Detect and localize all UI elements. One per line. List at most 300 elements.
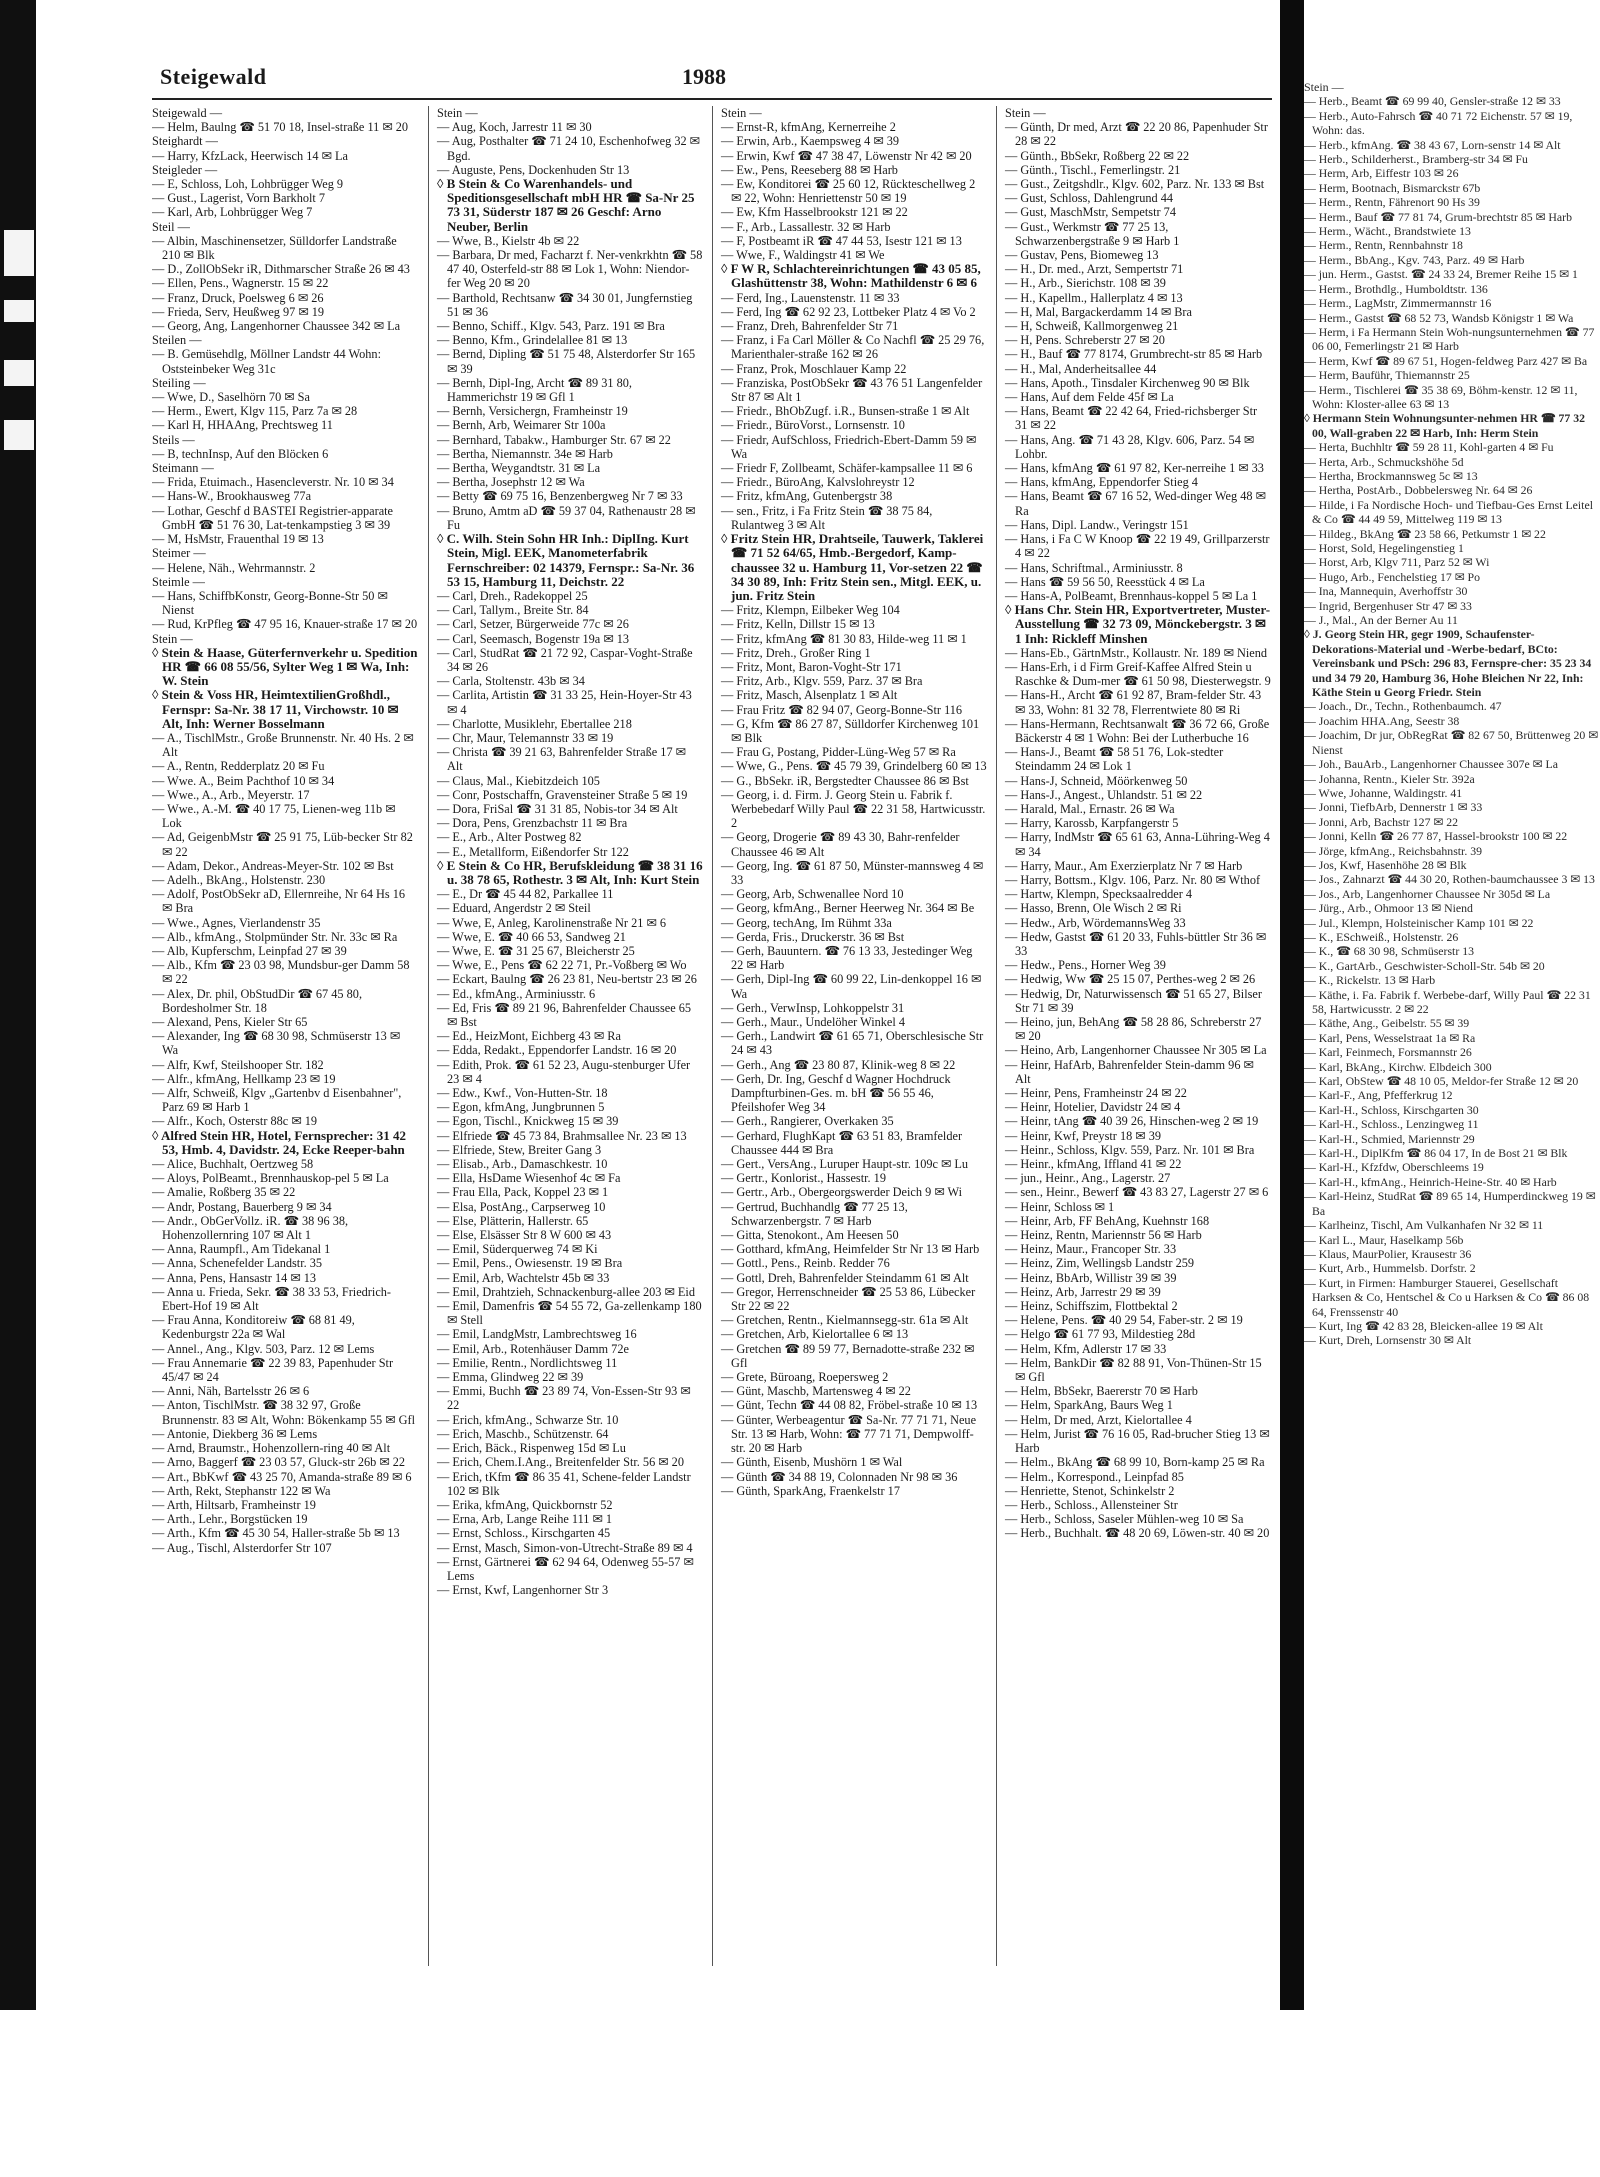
adjacent-entry: — Karl-H., Schmied, Mariennstr 29	[1304, 1131, 1475, 1146]
directory-entry: — Helm, Baulng ☎ 51 70 18, Insel-straße 11 ✉ 20	[152, 120, 409, 135]
adjacent-entry: — J., Mal., An der Berner Au 11	[1304, 613, 1458, 628]
firm-entry: ◊ Stein & Voss HR, HeimtextilienGroßhdl., Fernspr: Sa-Nr. 38 17 11, Virchowstr. 10 ✉ Alt, Inh: Werner Bosselmann	[152, 687, 399, 731]
adjacent-entry: — Jonni, Kelln ☎ 26 77 87, Hassel-brookstr 100 ✉ 22	[1304, 829, 1568, 844]
directory-entry: — Gerda, Fris., Druckerstr. 36 ✉ Bst	[721, 929, 905, 944]
directory-entry: — Friedr, AufSchloss, Friedrich-Ebert-Damm 59 ✉ Wa	[721, 432, 977, 461]
directory-entry: — Hartw, Klempn, Specksaalredder 4	[1005, 887, 1193, 902]
directory-entry: — B. Gemüsehdlg, Möllner Landstr 44 Wohn: Oststeinbeker Weg 31c	[152, 347, 381, 376]
directory-entry: — Heinr, Arb, FF BehAng, Kuehnstr 168	[1005, 1213, 1210, 1228]
directory-entry: — Heino, Arb, Langenhorner Chaussee Nr 305 ✉ La	[1005, 1043, 1267, 1058]
directory-entry: — Friedr., BüroVorst., Lornsenstr. 10	[721, 418, 905, 433]
directory-entry: — Hans, Apoth., Tinsdaler Kirchenweg 90 ✉ Blk	[1005, 375, 1250, 390]
directory-entry: — Wwe., A., Arb., Meyerstr. 17	[152, 787, 310, 802]
directory-entry: — Hans, Auf dem Felde 45f ✉ La	[1005, 390, 1174, 405]
directory-entry: — Ellen, Pens., Wagnerstr. 15 ✉ 22	[152, 276, 329, 291]
directory-entry: — Anna u. Frieda, Sekr. ☎ 38 33 53, Friedrich-Ebert-Hof 19 ✉ Alt	[152, 1284, 392, 1314]
directory-entry: — Hedw, Gastst ☎ 61 20 33, Fuhls-büttler Str 36 ✉ 33	[1005, 929, 1267, 958]
adjacent-entry: — Hilde, i Fa Nordische Hoch- und Tiefbau-Ges Ernst Leitel & Co ☎ 44 49 59, Mittelweg 119 ✉ 13	[1304, 497, 1593, 527]
directory-entry: — Anna, Pens, Hansastr 14 ✉ 13	[152, 1270, 317, 1285]
adjacent-entry: — Käthe, Ang., Geibelstr. 55 ✉ 39	[1304, 1016, 1470, 1031]
directory-entry: — Adelh., BkAng., Holstenstr. 230	[152, 872, 326, 887]
directory-entry: — Frau G, Postang, Pidder-Lüng-Weg 57 ✉ Ra	[721, 745, 956, 760]
directory-entry: — Georg, Arb, Schwenallee Nord 10	[721, 887, 904, 902]
adjacent-entry: — Herm, Bootnach, Bismarckstr 67b	[1304, 180, 1481, 195]
scan-margin-mark	[4, 360, 34, 386]
adjacent-entry: — Karl-Heinz, StudRat ☎ 89 65 14, Humperdinckweg 19 ✉ Ba	[1304, 1189, 1596, 1218]
adjacent-entry: — Hugo, Arb., Fenchelstieg 17 ✉ Po	[1304, 569, 1481, 584]
directory-entry: — Gust, MaschMstr, Sempetstr 74	[1005, 205, 1176, 220]
directory-entry: — Wwe, G., Pens. ☎ 45 79 39, Grindelberg 60 ✉ 13	[721, 759, 987, 774]
directory-entry: — Harry, Maur., Am Exerzierplatz Nr 7 ✉ Harb	[1005, 858, 1243, 873]
column-head: Stein —	[721, 106, 762, 120]
directory-entry: — Hans-H., Archt ☎ 61 92 87, Bram-felder Str. 43 ✉ 33, Wohn: 81 32 78, Flerrentwiete 80 ✉ Ri	[1005, 688, 1262, 717]
directory-entry: — Franz, Prok, Moschlauer Kamp 22	[721, 361, 907, 376]
directory-entry: — Hans-W., Brookhausweg 77a	[152, 489, 312, 504]
directory-entry: — Amalie, Roßberg 35 ✉ 22	[152, 1185, 296, 1200]
directory-entry: — Franz, Dreh, Bahrenfelder Str 71	[721, 319, 899, 334]
directory-entry: — Heino, jun, BehAng ☎ 58 28 86, Schreberstr 27 ✉ 20	[1005, 1015, 1262, 1044]
directory-entry: — Wwe, F., Waldingstr 41 ✉ We	[721, 248, 885, 263]
adjacent-entry: — Jos, Kwf, Hasenhöhe 28 ✉ Blk	[1304, 857, 1467, 872]
directory-entry: — Franz, i Fa Carl Möller & Co Nachfl ☎ 25 29 76, Marienthaler-straße 162 ✉ 26	[721, 333, 985, 362]
directory-entry: — Günth, Eisenb, Mushörn 1 ✉ Wal	[721, 1455, 903, 1470]
directory-entry: — Carla, Stoltenstr. 43b ✉ 34	[437, 674, 585, 689]
adjacent-entry: — Herb., Auto-Fahrsch ☎ 40 71 72 Eichenstr. 57 ✉ 19, Wohn: das.	[1304, 108, 1573, 138]
adjacent-page-strip	[1304, 80, 1600, 1930]
directory-entry: — Hans, Dipl. Landw., Veringstr 151	[1005, 517, 1189, 532]
directory-entry: — Arth, Hiltsarb, Framheinstr 19	[152, 1497, 316, 1512]
directory-entry: — Anna, Schenefelder Landstr. 35	[152, 1256, 323, 1271]
directory-entry: — Fritz, Kelln, Dillstr 15 ✉ 13	[721, 617, 875, 632]
directory-entry: — Arnd, Braumstr., Hohenzollern-ring 40 ✉ Alt	[152, 1441, 391, 1456]
adjacent-entry: — Jos., Zahnarzt ☎ 44 30 20, Rothen-baumchaussee 3 ✉ 13	[1304, 872, 1595, 887]
directory-entry: — Else, Elsässer Str 8 W 600 ✉ 43	[437, 1228, 612, 1243]
directory-entry: — Helm, BankDir ☎ 82 88 91, Von-Thünen-Str 15 ✉ Gfl	[1005, 1355, 1262, 1385]
directory-entry: — Emil, Drahtzieh, Schnackenburg-allee 203 ✉ Eid	[437, 1284, 695, 1299]
directory-entry: — Günth ☎ 34 88 19, Colonnaden Nr 98 ✉ 36	[721, 1469, 958, 1484]
directory-entry: Steil —	[152, 219, 190, 234]
directory-entry: — Erich, Bäck., Rispenweg 15d ✉ Lu	[437, 1441, 626, 1456]
directory-entry: — Heinz, BbArb, Willistr 39 ✉ 39	[1005, 1270, 1177, 1285]
directory-entry: — Gerh., Maur., Undelöher Winkel 4	[721, 1015, 906, 1029]
directory-entry: — Helm, Dr med, Arzt, Kielortallee 4	[1005, 1412, 1192, 1427]
directory-entry: — Else, Plätterin, Hallerstr. 65	[437, 1213, 589, 1228]
adjacent-entry: — Ina, Mannequin, Averhoffstr 30	[1304, 584, 1468, 599]
adjacent-entry: — Herm., Tischlerei ☎ 35 38 69, Böhm-kenstr. 12 ✉ 11, Wohn: Kloster-allee 63 ✉ 13	[1304, 382, 1578, 411]
directory-entry: — Annel., Ang., Klgv. 503, Parz. 12 ✉ Lems	[152, 1341, 375, 1356]
directory-entry: — Hans, SchiffbKonstr, Georg-Bonne-Str 50 ✉ Nienst	[152, 588, 388, 618]
adjacent-entry: — Karl-H., Schloss., Lenzingweg 11	[1304, 1117, 1479, 1132]
directory-entry: — Hans-Hermann, Rechtsanwalt ☎ 36 72 66, Große Bäckerstr 4 ✉ 1 Wohn: Bei der Lutherbuche 16	[1005, 716, 1270, 745]
directory-entry: — Emil, Pens., Owiesenstr. 19 ✉ Bra	[437, 1256, 623, 1271]
directory-entry: — Art., BbKwf ☎ 43 25 70, Amanda-straße 89 ✉ 6	[152, 1469, 412, 1484]
directory-entry: — Gert., VersAng., Luruper Haupt-str. 109c ✉ Lu	[721, 1157, 969, 1172]
directory-entry: — Emil, LandgMstr, Lambrechtsweg 16	[437, 1327, 637, 1342]
directory-entry: — H., Mal, Anderheitsallee 44	[1005, 361, 1157, 376]
directory-entry: — Arth., Kfm ☎ 45 30 54, Haller-straße 5b ✉ 13	[152, 1526, 400, 1541]
directory-entry: — Hans ☎ 59 56 50, Reesstück 4 ✉ La	[1005, 574, 1205, 589]
directory-entry: — Edith, Prok. ☎ 61 52 23, Augu-stenburger Ufer 23 ✉ 4	[437, 1057, 691, 1086]
directory-entry: — Emil, Süderquerweg 74 ✉ Ki	[437, 1242, 598, 1257]
directory-entry: — Harald, Mal., Ernastr. 26 ✉ Wa	[1005, 801, 1175, 816]
directory-entry: — Ad, GeigenbMstr ☎ 25 91 75, Lüb-becker Str 82 ✉ 22	[152, 830, 413, 859]
adjacent-entry: — Herm., Wächt., Brandstwiete 13	[1304, 224, 1471, 239]
directory-entry: — Emil, Damenfris ☎ 54 55 72, Ga-zellenkamp 180 ✉ Stell	[437, 1299, 702, 1328]
directory-entry: — Arth., Lehr., Borgstücken 19	[152, 1512, 308, 1527]
adjacent-entry: — Herm, Arb, Eiffestr 103 ✉ 26	[1304, 166, 1459, 181]
adjacent-entry: — Hertha, Brockmannsweg 5c ✉ 13	[1304, 468, 1478, 483]
directory-entry: — Bertha, Niemannstr. 34e ✉ Harb	[437, 446, 613, 461]
directory-entry: — Gottl., Pens., Reinb. Redder 76	[721, 1256, 890, 1271]
directory-entry: — G., BbSekr. iR, Bergstedter Chaussee 86 ✉ Bst	[721, 773, 969, 788]
adjacent-entry: — Herm, Bauführ, Thiemannstr 25	[1304, 368, 1470, 383]
directory-entry: — H., Dr. med., Arzt, Sempertstr 71	[1005, 262, 1184, 277]
directory-entry: — Helene, Näh., Wehrmannstr. 2	[152, 560, 316, 575]
directory-entry: — Bertha, Weygandtstr. 31 ✉ La	[437, 461, 601, 476]
directory-entry: — F, Postbeamt iR ☎ 47 44 53, Isestr 121 ✉ 13	[721, 233, 962, 248]
adjacent-entry: — Ingrid, Bergenhuser Str 47 ✉ 33	[1304, 598, 1472, 613]
firm-entry: ◊ B Stein & Co Warenhandels- und Speditionsgesellschaft mbH HR ☎ Sa-Nr 25 73 31, Süderstr 187 ✉ 26 Geschf: Arno Neuber, Berlin	[437, 176, 695, 234]
directory-entry: — Elfriede ☎ 45 73 84, Brahmsallee Nr. 23 ✉ 13	[437, 1128, 687, 1143]
directory-entry: — Auguste, Pens, Dockenhuden Str 13	[437, 162, 630, 177]
column-4	[996, 106, 1271, 1966]
directory-entry: — Erwin, Kwf ☎ 47 38 47, Löwenstr Nr 42 ✉ 20	[721, 148, 972, 163]
page-number: 1988	[682, 64, 726, 89]
directory-entry: — Anna, Raumpfl., Am Tidekanal 1	[152, 1242, 331, 1257]
directory-entry: — Erwin, Arb., Kaempsweg 4 ✉ 39	[721, 134, 899, 149]
directory-entry: — Wwe, B., Kielstr 4b ✉ 22	[437, 233, 580, 248]
directory-entry: — Egon, Tischl., Knickweg 15 ✉ 39	[437, 1114, 619, 1129]
scan-border-left	[0, 0, 36, 2010]
directory-entry: — Ernst-R, kfmAng, Kernerreihe 2	[721, 120, 896, 135]
directory-entry: — Hans-Erh, i d Firm Greif-Kaffee Alfred Stein u Raschke & Dum-mer ☎ 61 50 98, Diesterwegstr. 9	[1005, 659, 1271, 689]
directory-entry: — Charlotte, Musiklehr, Ebertallee 218	[437, 716, 632, 731]
directory-entry: — Rud, KrPfleg ☎ 47 95 16, Knauer-straße 17 ✉ 20	[152, 617, 418, 632]
directory-entry: — Chr, Maur, Telemannstr 33 ✉ 19	[437, 730, 614, 745]
directory-entry: — Wwe., Agnes, Vierlandenstr 35	[152, 915, 321, 930]
adjacent-entry: — Kurt, Dreh, Lornsenstr 30 ✉ Alt	[1304, 1333, 1472, 1348]
directory-entry: — Erich, Chem.I.Ang., Breitenfelder Str. 56 ✉ 20	[437, 1455, 684, 1470]
directory-entry: — Gust., Zeitgshdlr., Klgv. 602, Parz. Nr. 133 ✉ Bst	[1005, 177, 1265, 192]
directory-entry: — H., Bauf ☎ 77 8174, Grumbrecht-str 85 ✉ Harb	[1005, 347, 1263, 362]
directory-entry: — Helm, SparkAng, Baurs Weg 1	[1005, 1398, 1173, 1413]
directory-entry: — Hedw., Pens., Horner Weg 39	[1005, 958, 1166, 973]
adjacent-entry: — Joachim HHA.Ang, Seestr 38	[1304, 713, 1460, 728]
directory-entry: — Carlita, Artistin ☎ 31 33 25, Hein-Hoyer-Str 43 ✉ 4	[437, 688, 692, 717]
directory-entry: — Gretchen, Rentn., Kielmannsegg-str. 61a ✉ Alt	[721, 1313, 969, 1328]
directory-entry: — Ella, HsDame Wiesenhof 4c ✉ Fa	[437, 1171, 621, 1186]
directory-entry: — Günt, Techn ☎ 44 08 82, Fröbel-straße 10 ✉ 13	[721, 1398, 978, 1413]
adjacent-entry: — Karl-H., DiplKfm ☎ 86 04 17, In de Bost 21 ✉ Blk	[1304, 1146, 1568, 1161]
directory-entry: — Antonie, Diekberg 36 ✉ Lems	[152, 1426, 318, 1441]
directory-entry: — Harry, Bottsm., Klgv. 106, Parz. Nr. 80 ✉ Wthof	[1005, 872, 1261, 887]
directory-entry: — Erika, kfmAng, Quickbornstr 52	[437, 1497, 613, 1512]
directory-entry: — E., Metallform, Eißendorfer Str 122	[437, 844, 629, 859]
directory-entry: — Heinr, Hotelier, Davidstr 24 ✉ 4	[1005, 1100, 1181, 1115]
directory-entry: — Georg, Ing. ☎ 61 87 50, Münster-mannsweg 4 ✉ 33	[721, 858, 984, 887]
directory-entry: — D., ZollObSekr iR, Dithmarscher Straße 26 ✉ 43	[152, 262, 410, 277]
directory-entry: — Claus, Mal., Kiebitzdeich 105	[437, 773, 600, 788]
directory-entry: — Bertha, Josephstr 12 ✉ Wa	[437, 475, 585, 490]
directory-entry: — Wwe, E., Pens ☎ 62 22 71, Pr.-Voßberg ✉ Wo	[437, 958, 687, 973]
directory-entry: — Fritz, kfmAng, Gutenbergstr 38	[721, 489, 893, 504]
adjacent-entry: — Herta, Buchhltr ☎ 59 28 11, Kohl-garten 4 ✉ Fu	[1304, 440, 1554, 455]
directory-entry: — Harry, Karossb, Karpfangerstr 5	[1005, 816, 1179, 831]
directory-entry: — H, Schweiß, Kallmorgenweg 21	[1005, 319, 1179, 334]
directory-entry: — Alexander, Ing ☎ 68 30 98, Schmüserstr 13 ✉ Wa	[152, 1029, 401, 1058]
directory-entry: — Georg, kfmAng., Berner Heerweg Nr. 364 ✉ Be	[721, 901, 975, 916]
adjacent-entry: — Karl-H., Schloss, Kirschgarten 30	[1304, 1102, 1479, 1117]
directory-entry: — Georg, Ang, Langenhorner Chaussee 342 ✉ La	[152, 319, 401, 334]
column-head: Stein —	[1005, 106, 1046, 120]
directory-entry: — sen., Heinr., Bewerf ☎ 43 83 27, Lagerstr 27 ✉ 6	[1005, 1185, 1269, 1200]
directory-entry: — Harry, KfzLack, Heerwisch 14 ✉ La	[152, 148, 348, 163]
directory-entry: — Gerh, Bauuntern. ☎ 76 13 33, Jestedinger Weg 22 ✉ Harb	[721, 943, 973, 973]
adjacent-entry: — Kurt, Arb., Hummelsb. Dorfstr. 2	[1304, 1261, 1476, 1276]
directory-entry: — Heinz, Maur., Francoper Str. 33	[1005, 1242, 1177, 1257]
directory-entry: — Alexand, Pens, Kieler Str 65	[152, 1015, 308, 1029]
directory-entry: — Emmi, Buchh ☎ 23 89 74, Von-Essen-Str 93 ✉ 22	[437, 1384, 691, 1413]
directory-entry: — Helene, Pens. ☎ 40 29 54, Faber-str. 2 ✉ 19	[1005, 1313, 1243, 1328]
directory-entry: — Fritz, Masch, Alsenplatz 1 ✉ Alt	[721, 688, 898, 703]
directory-entry: Steiling —	[152, 375, 206, 390]
directory-entry: — Emil, Arb, Wachtelstr 45b ✉ 33	[437, 1270, 610, 1285]
directory-entry: — Helm, BbSekr, Baererstr 70 ✉ Harb	[1005, 1384, 1198, 1399]
directory-entry: — Elisab., Arb., Damaschkestr. 10	[437, 1157, 608, 1172]
directory-entry: — Gretchen, Arb, Kielortallee 6 ✉ 13	[721, 1327, 909, 1342]
directory-entry: — Helm, Kfm, Adlerstr 17 ✉ 33	[1005, 1341, 1167, 1356]
directory-entry: Steimer —	[152, 546, 206, 561]
directory-entry: — Heinr., kfmAng, Iffland 41 ✉ 22	[1005, 1157, 1182, 1172]
adjacent-entry: — Herm., Brothdlg., Humboldtstr. 136	[1304, 281, 1488, 296]
directory-entry: — Christa ☎ 39 21 63, Bahrenfelder Straße 17 ✉ Alt	[437, 745, 686, 774]
directory-entry: — Alb., kfmAng., Stolpmünder Str. Nr. 33c ✉ Ra	[152, 929, 398, 944]
directory-entry: — Erich, kfmAng., Schwarze Str. 10	[437, 1412, 619, 1427]
adjacent-entry: — Hertha, PostArb., Dobbelersweg Nr. 64 ✉ 26	[1304, 483, 1533, 498]
adjacent-entry: — K., ☎ 68 30 98, Schmüserstr 13	[1304, 944, 1475, 959]
directory-entry: — Hans, Ang. ☎ 71 43 28, Klgv. 606, Parz. 54 ✉ Lohbr.	[1005, 432, 1255, 461]
column-3	[712, 106, 987, 1966]
directory-entry: — H., Kapellm., Hallerplatz 4 ✉ 13	[1005, 290, 1183, 305]
adjacent-entry: — Herm., LagMstr, Zimmermannstr 16	[1304, 296, 1492, 311]
adjacent-firm-entry: ◊ Hermann Stein Wohnungsunter-nehmen HR ☎ 77 32 00, Wall-graben 22 ✉ Harb, Inh: Herm Stein	[1304, 411, 1586, 440]
scan-margin-mark	[4, 300, 34, 322]
directory-entry: — Fritz, Arb., Klgv. 559, Parz. 37 ✉ Bra	[721, 674, 923, 689]
directory-entry: — Emil, Arb., Rotenhäuser Damm 72e	[437, 1341, 629, 1356]
adjacent-entry: — Herm., Bauf ☎ 77 81 74, Grum-brechtstr 85 ✉ Harb	[1304, 209, 1572, 224]
directory-entry: — Ernst, Schloss., Kirschgarten 45	[437, 1526, 611, 1541]
directory-entry: — Erich, Maschb., Schützenstr. 64	[437, 1426, 609, 1441]
directory-entry: — Hans, kfmAng ☎ 61 97 82, Ker-nerreihe 1 ✉ 33	[1005, 461, 1264, 476]
directory-entry: Steils —	[152, 432, 195, 447]
directory-entry: — Günth., Tischl., Femerlingstr. 21	[1005, 162, 1181, 177]
directory-entry: — Hans, Beamt ☎ 67 16 52, Wed-dinger Weg 48 ✉ Ra	[1005, 489, 1266, 518]
adjacent-entry: — Jos., Arb, Langenhorner Chaussee Nr 305d ✉ La	[1304, 886, 1551, 901]
directory-entry: — Heinr., Schloss, Klgv. 559, Parz. Nr. 101 ✉ Bra	[1005, 1142, 1255, 1157]
directory-entry: — Aug, Koch, Jarrestr 11 ✉ 30	[437, 120, 592, 135]
directory-entry: — Gustav, Pens, Biomeweg 13	[1005, 248, 1159, 263]
directory-entry: — Alice, Buchhalt, Oertzweg 58	[152, 1157, 314, 1172]
directory-entry: — Elfriede, Stew, Breiter Gang 3	[437, 1142, 602, 1157]
adjacent-entry: — Joach., Dr., Techn., Rothenbaumch. 47	[1304, 699, 1502, 714]
adjacent-entry: — Karl, Pens, Wesselstraat 1a ✉ Ra	[1304, 1030, 1476, 1045]
adjacent-entry: — Kurt, Ing ☎ 42 83 28, Bleicken-allee 19 ✉ Alt	[1304, 1318, 1543, 1333]
directory-entry: — Carl, Tallym., Breite Str. 84	[437, 603, 589, 618]
scan-margin-mark	[4, 420, 34, 450]
page-header	[152, 62, 1272, 100]
adjacent-entry: — Karl-H., kfmAng., Heinrich-Heine-Str. 40 ✉ Harb	[1304, 1174, 1557, 1189]
directory-entry: — Bernh, Dipl-Ing, Archt ☎ 89 31 80, Hammerichstr 19 ✉ Gfl 1	[437, 375, 632, 405]
directory-entry: — Erna, Arb, Lange Reihe 111 ✉ 1	[437, 1512, 613, 1527]
directory-entry: — Erich, tKfm ☎ 86 35 41, Schene-felder Landstr 102 ✉ Blk	[437, 1469, 691, 1498]
directory-entry: — Betty ☎ 69 75 16, Benzenbergweg Nr 7 ✉ 33	[437, 489, 683, 504]
directory-entry: — Frau Ella, Pack, Koppel 23 ✉ 1	[437, 1185, 609, 1200]
directory-entry: — sen., Fritz, i Fa Fritz Stein ☎ 38 75 84, Rulantweg 3 ✉ Alt	[721, 503, 933, 532]
scan-margin-mark	[4, 230, 34, 276]
directory-entry: — Hans-J., Angest., Uhlandstr. 51 ✉ 22	[1005, 787, 1203, 802]
directory-entry: — Heinz, Rentn, Mariennstr 56 ✉ Harb	[1005, 1228, 1202, 1243]
directory-entry: — Gottl, Dreh, Bahrenfelder Steindamm 61 ✉ Alt	[721, 1270, 969, 1285]
directory-entry: — Aug., Tischl, Alsterdorfer Str 107	[152, 1540, 332, 1555]
directory-entry: — Ernst, Kwf, Langenhorner Str 3	[437, 1583, 609, 1598]
directory-entry: — Edw., Kwf., Von-Hutten-Str. 18	[437, 1086, 608, 1101]
directory-entry: Steighardt —	[152, 134, 218, 149]
firm-entry: ◊ Alfred Stein HR, Hotel, Fernsprecher: 31 42 53, Hmb. 4, Davidstr. 24, Ecke Reeper-bahn	[152, 1127, 406, 1157]
adjacent-entry: — K., GartArb., Geschwister-Scholl-Str. 54b ✉ 20	[1304, 958, 1545, 973]
directory-entry: — Aloys, PolBeamt., Brennhauskop-pel 5 ✉ La	[152, 1171, 389, 1186]
directory-entry: — H, Mal, Bargackerdamm 14 ✉ Bra	[1005, 304, 1192, 319]
scan-border-right	[1280, 0, 1304, 2010]
adjacent-entry: — Karl-F., Ang, Pfefferkrug 12	[1304, 1088, 1453, 1103]
directory-entry: — jun., Heinr., Ang., Lagerstr. 27	[1005, 1171, 1171, 1186]
directory-entry: — Lothar, Geschf d BASTEI Registrier-apparate GmbH ☎ 51 76 30, Lat-tenkampstieg 3 ✉ 39	[152, 503, 394, 532]
directory-entry: — Hans, Schriftmal., Arminiusstr. 8	[1005, 560, 1183, 575]
adjacent-entry: — Joachim, Dr jur, ObRegRat ☎ 82 67 50, Brüttenweg 20 ✉ Nienst	[1304, 728, 1599, 757]
firm-entry: ◊ Stein & Haase, Güterfernverkehr u. Spedition HR ☎ 66 08 55/56, Sylter Weg 1 ✉ Wa, Inh: W. Stein	[152, 644, 418, 689]
directory-entry: — Gust., Lagerist, Vorn Barkholt 7	[152, 191, 326, 206]
directory-entry: — Arno, Baggerf ☎ 23 03 57, Gluck-str 26b ✉ 22	[152, 1455, 406, 1470]
directory-entry: — Heinz, Schiffszim, Flottbektal 2	[1005, 1299, 1178, 1314]
directory-entry: — Georg, Drogerie ☎ 89 43 30, Bahr-renfelder Chaussee 46 ✉ Alt	[721, 830, 960, 859]
adjacent-entry: — Jonni, Arb, Bachstr 127 ✉ 22	[1304, 814, 1459, 829]
directory-entry: Steigleder —	[152, 162, 218, 177]
adjacent-entry: — K., ESchweiß., Holstenstr. 26	[1304, 929, 1459, 944]
directory-entry: — Conr, Postschaffn, Gravensteiner Straße 5 ✉ 19	[437, 787, 688, 802]
directory-entry: — Heinr, tAng ☎ 40 39 26, Hinschen-weg 2 ✉ 19	[1005, 1114, 1259, 1129]
adjacent-entry: — Herm, Kwf ☎ 89 67 51, Hogen-feldweg Parz 427 ✉ Ba	[1304, 353, 1588, 368]
directory-entry: — Georg, i. d. Firm. J. Georg Stein u. Fabrik f. Werbebedarf Willy Paul ☎ 22 31 58, Hartwicusstr. 2	[721, 787, 986, 831]
directory-entry: — Wwe. A., Beim Pachthof 10 ✉ 34	[152, 773, 335, 788]
directory-entry: — Günt, Maschb, Martensweg 4 ✉ 22	[721, 1384, 911, 1399]
directory-entry: — Fritz, kfmAng ☎ 81 30 83, Hilde-weg 11 ✉ 1	[721, 631, 967, 646]
directory-entry: — Hedwig, Ww ☎ 25 15 07, Perthes-weg 2 ✉ 26	[1005, 972, 1256, 987]
directory-entry: — Gotthard, kfmAng, Heimfelder Str Nr 13 ✉ Harb	[721, 1242, 980, 1257]
directory-entry: — Hedwig, Dr, Naturwissensch ☎ 51 65 27, Bilser Str 71 ✉ 39	[1005, 986, 1262, 1015]
directory-entry: — Heinr, Schloss ✉ 1	[1005, 1199, 1115, 1214]
directory-entry: — Carl, Seemasch, Bogenstr 19a ✉ 13	[437, 631, 629, 646]
directory-entry: — Alfr, Kwf, Steilshooper Str. 182	[152, 1057, 324, 1072]
directory-entry: — Wwe, E. ☎ 40 66 53, Sandweg 21	[437, 929, 626, 944]
adjacent-entry: — Klaus, MaurPolier, Krausestr 36	[1304, 1246, 1472, 1261]
adjacent-entry: — Herm., BbAng., Kgv. 743, Parz. 49 ✉ Harb	[1304, 252, 1525, 267]
directory-entry: — Benno, Schiff., Klgv. 543, Parz. 191 ✉ Bra	[437, 319, 665, 334]
directory-entry: — Gertr., Konlorist., Hassestr. 19	[721, 1171, 886, 1186]
directory-entry: — Hans-J, Schneid, Möörkenweg 50	[1005, 773, 1188, 788]
directory-entry: — Harry, IndMstr ☎ 65 61 63, Anna-Lühring-Weg 4 ✉ 34	[1005, 830, 1270, 859]
directory-entry: — Egon, kfmAng, Jungbrunnen 5	[437, 1100, 605, 1115]
directory-entry: — Ew, Kfm Hasselbrookstr 121 ✉ 22	[721, 205, 908, 220]
adjacent-entry: — Karl, ObStew ☎ 48 10 05, Meldor-fer Straße 12 ✉ 20	[1304, 1074, 1579, 1089]
firm-entry: ◊ Fritz Stein HR, Drahtseile, Tauwerk, Taklerei ☎ 71 52 64/65, Hmb.-Bergedorf, Kamp-chaussee 32 u. Hamburg 11, Vor-setzen 22 ☎ 34 30 89, Inh: Fritz Stein sen., Mitgl. EEK, u. jun. Fritz Stein	[721, 531, 984, 603]
directory-entry: — Alb, Kupferschm, Leinpfad 27 ✉ 39	[152, 943, 347, 958]
directory-entry: — Frieda, Serv, Heußweg 97 ✉ 19	[152, 304, 325, 319]
directory-entry: — Emilie, Rentn., Nordlichtsweg 11	[437, 1355, 618, 1370]
column-head: Stein —	[437, 106, 478, 120]
running-head: Steigewald	[160, 64, 267, 89]
directory-entry: — Hans, Beamt ☎ 22 42 64, Fried-richsberger Str 31 ✉ 22	[1005, 404, 1258, 433]
firm-entry: ◊ C. Wilh. Stein Sohn HR Inh.: DiplIng. Kurt Stein, Migl. EEK, Manometerfabrik Fernschreiber: 02 14379, Fernspr.: Sa-Nr. 36 53 15, Hamburg 11, Deichstr. 22	[437, 531, 695, 589]
adjacent-entry: — Herm., Rentn, Rennbahnstr 18	[1304, 238, 1463, 253]
firm-entry: ◊ Hans Chr. Stein HR, Exportvertreter, Muster-Ausstellung ☎ 32 73 09, Mönckebergstr. 3 ✉ 1 Inh: Rickleff Minshen	[1005, 602, 1271, 646]
directory-entry: — Ernst, Masch, Simon-von-Utrecht-Straße 89 ✉ 4	[437, 1540, 693, 1555]
directory-entry: — Eduard, Angerdstr 2 ✉ Steil	[437, 901, 591, 916]
directory-entry: — Friedr., BüroAng, Kalvslohreystr 12	[721, 475, 915, 490]
directory-entry: — Anni, Näh, Bartelsstr 26 ✉ 6	[152, 1384, 310, 1399]
directory-entry: — Frau Fritz ☎ 82 94 07, Georg-Bonne-Str 116	[721, 702, 963, 717]
directory-entry: — Ferd, Ing., Lauenstenstr. 11 ✉ 33	[721, 290, 900, 305]
adjacent-entry: — Wwe, Johanne, Waldingstr. 41	[1304, 785, 1463, 800]
directory-entry: — Wwe, E. ☎ 31 25 67, Bleicherstr 25	[437, 943, 635, 958]
directory-entry: — Günth, SparkAng, Fraenkelstr 17	[721, 1483, 900, 1498]
directory-entry: — Bernd, Dipling ☎ 51 75 48, Alsterdorfer Str 165 ✉ 39	[437, 347, 696, 376]
directory-entry: — Heinr, Kwf, Preystr 18 ✉ 39	[1005, 1128, 1161, 1143]
directory-entry: — Carl, Dreh., Radekoppel 25	[437, 588, 588, 603]
directory-entry: — Wwe., A.-M. ☎ 40 17 75, Lienen-weg 11b ✉ Lok	[152, 801, 396, 831]
directory-entry: — Hans, kfmAng, Eppendorfer Stieg 4	[1005, 475, 1198, 490]
directory-entry: — Gregor, Herrenschneider ☎ 25 53 86, Lübecker Str 22 ✉ 22	[721, 1284, 976, 1314]
directory-entry: — Wwe, E, Anleg, Karolinenstraße Nr 21 ✉ 6	[437, 915, 666, 930]
directory-entry: — Albin, Maschinensetzer, Sülldorfer Landstraße 210 ✉ Blk	[152, 233, 397, 263]
adjacent-entry: — Käthe, i. Fa. Fabrik f. Werbebe-darf, Willy Paul ☎ 22 31 58, Hartwicusstr. 2 ✉ 22	[1304, 987, 1591, 1016]
directory-entry: — Ed., kfmAng., Arminiusstr. 6	[437, 986, 596, 1001]
directory-entry: — Günter, Werbeagentur ☎ Sa-Nr. 77 71 71, Neue Str. 13 ✉ Harb, Wohn: ☎ 77 71 71, Dempwolff-str. 20 ✉ Harb	[721, 1412, 977, 1456]
directory-entry: — Adam, Dekor., Andreas-Meyer-Str. 102 ✉ Bst	[152, 858, 394, 873]
directory-entry: — Georg, techAng, Im Rühmt 33a	[721, 915, 892, 930]
directory-entry: — Ferd, Ing ☎ 62 92 23, Lottbeker Platz 4 ✉ Vo 2	[721, 304, 976, 319]
directory-entry: — H, Pens. Schreberstr 27 ✉ 20	[1005, 333, 1165, 348]
adjacent-entry: — Jonni, TiefbArb, Dennerstr 1 ✉ 33	[1304, 800, 1483, 815]
adjacent-entry: — Karl, Feinmech, Forsmannstr 26	[1304, 1045, 1472, 1060]
adjacent-entry: — Johanna, Rentn., Kieler Str. 392a	[1304, 771, 1475, 786]
directory-entry: — Heinr, Pens, Framheinstr 24 ✉ 22	[1005, 1086, 1187, 1101]
adjacent-entry: — Karl-H., Kfzfdw, Oberschleems 19	[1304, 1160, 1484, 1175]
directory-entry: — Alb., Kfm ☎ 23 03 98, Mundsbur-ger Damm 58 ✉ 22	[152, 958, 410, 987]
directory-entry: — Gretchen ☎ 89 59 77, Bernadotte-straße 232 ✉ Gfl	[721, 1341, 975, 1370]
scan-bottom-margin	[0, 2010, 1600, 2177]
directory-entry: — E., Arb., Alter Postweg 82	[437, 830, 582, 845]
directory-entry: — Gerh., Ang ☎ 23 80 87, Klinik-weg 8 ✉ 22	[721, 1057, 956, 1072]
directory-entry: — Arth, Rekt, Stephanstr 122 ✉ Wa	[152, 1483, 331, 1498]
adjacent-entry: — Horst, Arb, Klgv 711, Parz 52 ✉ Wi	[1304, 555, 1490, 570]
directory-entry: — Helgo ☎ 61 77 93, Mildestieg 28d	[1005, 1327, 1196, 1342]
directory-entry: — Andr, Postang, Bauerberg 9 ✉ 34	[152, 1199, 332, 1214]
adjacent-entry: — jun. Herm., Gastst. ☎ 24 33 24, Bremer Reihe 15 ✉ 1	[1304, 267, 1578, 282]
adjacent-entry: — Karl L., Maur, Haselkamp 56b	[1304, 1232, 1464, 1247]
directory-entry: — Ernst, Gärtnerei ☎ 62 94 64, Odenweg 55-57 ✉ Lems	[437, 1554, 694, 1583]
directory-entry: — Gertr., Arb., Obergeorgswerder Deich 9 ✉ Wi	[721, 1185, 963, 1200]
directory-entry: — M, HsMstr, Frauenthal 19 ✉ 13	[152, 532, 324, 547]
directory-entry: — Gitta, Stenokont., Am Heesen 50	[721, 1228, 899, 1243]
